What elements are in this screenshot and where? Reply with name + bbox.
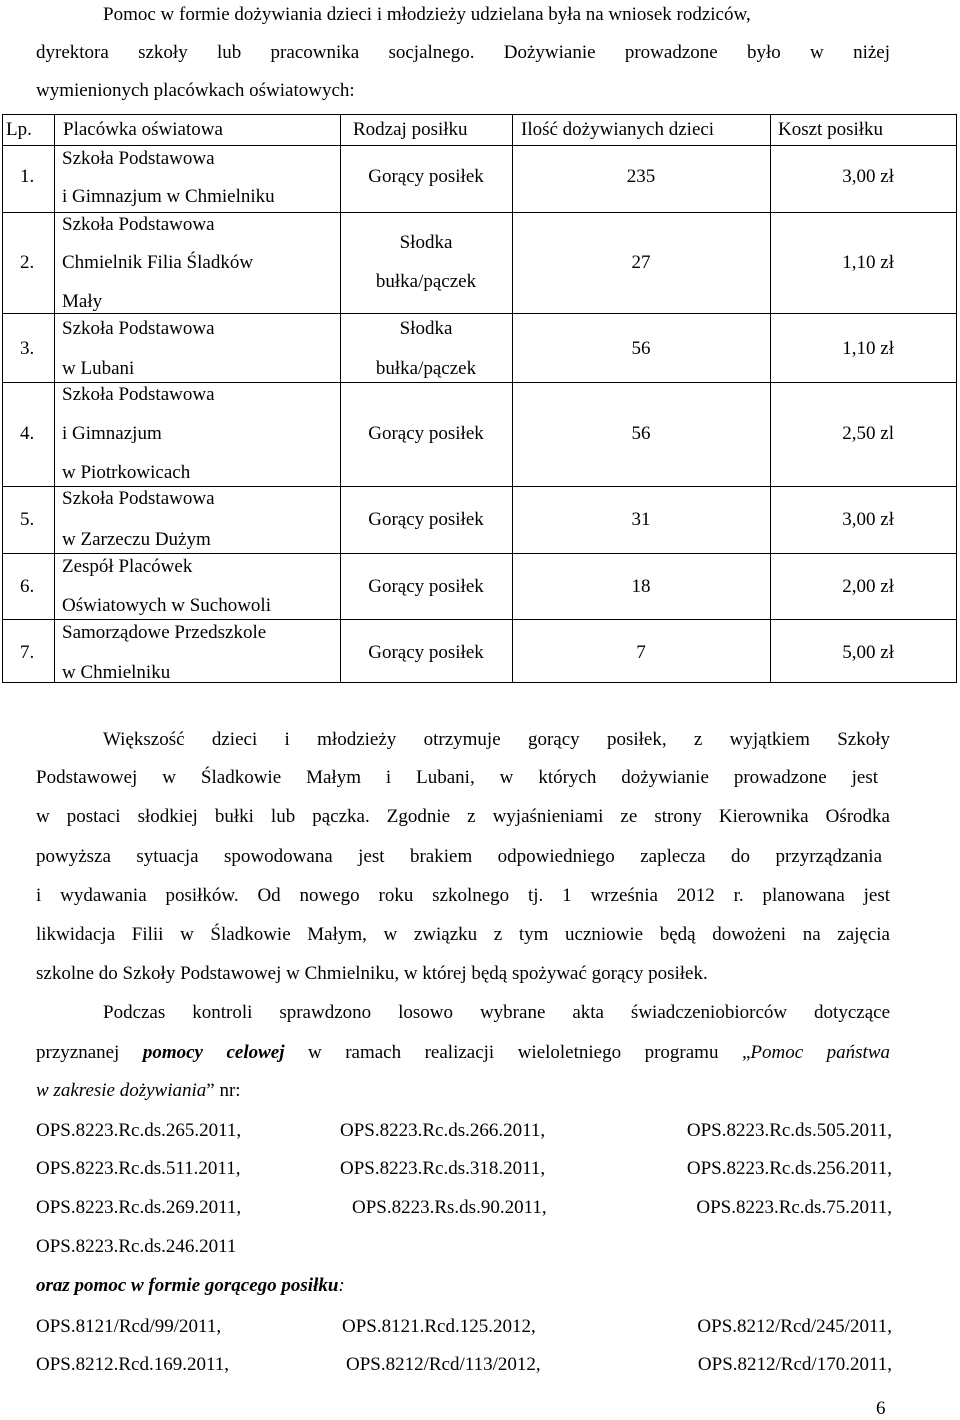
table-row-divider [2, 313, 957, 314]
case-number: OPS.8121/Rcd/99/2011, [36, 1316, 222, 1337]
case-number: OPS.8212/Rcd/170.2011, [697, 1354, 892, 1375]
program-name: Pomoc państwa [750, 1042, 890, 1063]
row-place: Samorządowe Przedszkole [62, 622, 267, 643]
paragraph-line: w postaci słodkiej bułki lub pączka. Zgodnie z wyjaśnieniami ze strony Kierownika Ośrodka [36, 806, 890, 827]
case-number: OPS.8223.Rc.ds.256.2011, [686, 1158, 892, 1179]
case-number: OPS.8223.Rc.ds.269.2011, [36, 1197, 242, 1218]
row-cost: 1,10 zł [842, 338, 894, 359]
list-item [36, 1354, 892, 1378]
row-place: w Chmielniku [62, 662, 171, 683]
row-place: Oświatowych w Suchowoli [62, 595, 271, 616]
paragraph-line [36, 1080, 241, 1102]
list-item [36, 1158, 892, 1182]
table-row-divider [2, 382, 957, 383]
text: : [338, 1275, 345, 1296]
paragraph-line: Większość dzieci i młodzieży otrzymuje gorący posiłek, z wyjątkiem Szkoły [103, 729, 890, 750]
text: w ramach realizacji wieloletniego programu „ [284, 1042, 751, 1063]
row-meal: bułka/pączek [375, 358, 477, 379]
header-place: Placówka oświatowa [63, 119, 223, 140]
row-count: 7 [636, 642, 646, 663]
row-place: Szkoła Podstawowa [62, 148, 215, 169]
row-place: i Gimnazjum w Chmielniku [62, 186, 275, 207]
row-lp: 2. [20, 252, 35, 273]
list-item [36, 1120, 892, 1144]
row-lp: 7. [20, 642, 35, 663]
row-place: Szkoła Podstawowa [62, 488, 215, 509]
table-row-divider [2, 212, 957, 213]
header-cost: Koszt posiłku [778, 119, 884, 140]
list-item [36, 1316, 892, 1340]
row-place: Szkoła Podstawowa [62, 214, 215, 235]
text: przyznanej [36, 1042, 143, 1063]
paragraph-line: i wydawania posiłków. Od nowego roku szkolnego tj. 1 września 2012 r. planowana jest [36, 885, 890, 906]
case-number: OPS.8223.Rc.ds.75.2011, [696, 1197, 892, 1218]
case-number: OPS.8223.Rc.ds.505.2011, [686, 1120, 892, 1141]
row-count: 56 [631, 423, 651, 444]
table-row-divider [2, 553, 957, 554]
row-meal: bułka/pączek [375, 271, 477, 292]
case-number: OPS.8212/Rcd/245/2011, [697, 1316, 892, 1337]
table-row-divider [2, 619, 957, 620]
paragraph-line [36, 1042, 890, 1064]
row-lp: 4. [20, 423, 35, 444]
row-count: 31 [631, 509, 651, 530]
row-cost: 3,00 zł [842, 509, 894, 530]
emphasis-text: pomocy celowej [142, 1042, 285, 1063]
case-number: OPS.8223.Rs.ds.90.2011, [352, 1197, 547, 1218]
header-meal: Rodzaj posiłku [353, 119, 468, 140]
row-meal: Gorący posiłek [368, 166, 484, 187]
row-place: i Gimnazjum [62, 423, 162, 444]
row-lp: 1. [20, 166, 35, 187]
subheading [36, 1275, 345, 1297]
intro-line-3: wymienionych placówkach oświatowych: [36, 80, 355, 101]
row-meal: Gorący posiłek [368, 576, 484, 597]
paragraph-line: szkolne do Szkoły Podstawowej w Chmielniku, w której będą spożywać gorący posiłek. [36, 963, 708, 984]
case-number: OPS.8223.Rc.ds.266.2011, [340, 1120, 546, 1141]
paragraph-line: powyższa sytuacja spowodowana jest brakiem odpowiedniego zaplecza do przyrządzania [36, 846, 882, 867]
program-name: w zakresie dożywiania [36, 1080, 207, 1101]
paragraph-line: Podstawowej w Śladkowie Małym i Lubani, w których dożywianie prowadzone jest [36, 767, 878, 788]
row-place: Szkoła Podstawowa [62, 384, 215, 405]
row-lp: 5. [20, 509, 35, 530]
row-meal: Gorący posiłek [368, 423, 484, 444]
intro-line-1: Pomoc w formie dożywiania dzieci i młodzieży udzielana była na wniosek rodziców, [103, 4, 751, 25]
list-item [36, 1197, 892, 1221]
row-cost: 1,10 zł [842, 252, 894, 273]
row-cost: 5,00 zł [842, 642, 894, 663]
row-meal: Gorący posiłek [368, 509, 484, 530]
row-place: Chmielnik Filia Śladków [62, 252, 254, 273]
paragraph-line: Podczas kontroli sprawdzono losowo wybrane akta świadczeniobiorców dotyczące [103, 1002, 890, 1023]
header-lp: Lp. [6, 119, 32, 140]
row-lp: 6. [20, 576, 35, 597]
page-number: 6 [876, 1398, 886, 1419]
row-meal: Gorący posiłek [368, 642, 484, 663]
row-cost: 2,00 zł [842, 576, 894, 597]
row-meal: Słodka [399, 318, 453, 339]
header-count: Ilość dożywianych dzieci [521, 119, 715, 140]
case-number: OPS.8223.Rc.ds.318.2011, [340, 1158, 546, 1179]
paragraph-line: likwidacja Filii w Śladkowie Małym, w związku z tym uczniowie będą dowożeni na zajęcia [36, 924, 890, 945]
intro-line-2: dyrektora szkoły lub pracownika socjalnego. Dożywianie prowadzone było w niżej [36, 42, 890, 63]
row-meal: Słodka [399, 232, 453, 253]
case-number: OPS.8212/Rcd/113/2012, [346, 1354, 541, 1375]
text: ” nr: [206, 1080, 241, 1101]
row-count: 235 [626, 166, 656, 187]
row-cost: 3,00 zł [842, 166, 894, 187]
row-count: 56 [631, 338, 651, 359]
case-number: OPS.8212.Rcd.169.2011, [36, 1354, 230, 1375]
case-number: OPS.8223.Rc.ds.511.2011, [36, 1158, 241, 1179]
table-divider [54, 114, 55, 683]
row-place: w Piotrkowicach [62, 462, 191, 483]
case-number: OPS.8223.Rc.ds.246.2011 [36, 1236, 237, 1257]
subheading-text: oraz pomoc w formie gorącego posiłku [36, 1275, 339, 1296]
row-cost: 2,50 zl [842, 423, 894, 444]
table-row-divider [2, 145, 957, 146]
row-place: w Lubani [62, 358, 135, 379]
list-item [36, 1236, 892, 1260]
row-count: 18 [631, 576, 651, 597]
row-place: Zespół Placówek [62, 556, 193, 577]
row-place: Szkoła Podstawowa [62, 318, 215, 339]
case-number: OPS.8121.Rcd.125.2012, [342, 1316, 536, 1337]
table-row-divider [2, 486, 957, 487]
row-count: 27 [631, 252, 651, 273]
row-place: w Zarzeczu Dużym [62, 529, 211, 550]
row-place: Mały [62, 291, 103, 312]
case-number: OPS.8223.Rc.ds.265.2011, [36, 1120, 242, 1141]
row-lp: 3. [20, 338, 35, 359]
